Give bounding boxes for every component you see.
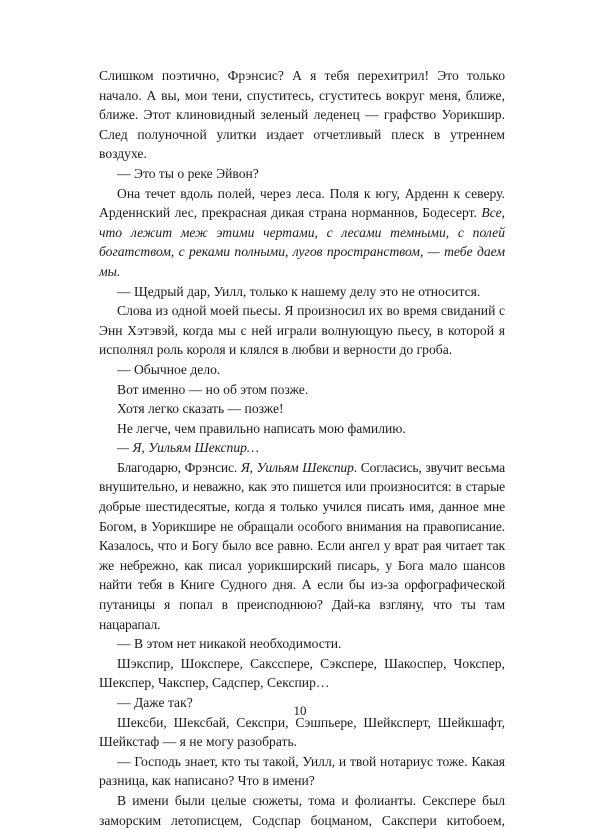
page-number: 10 xyxy=(293,703,307,718)
paragraph: Хотя легко сказать — позже! xyxy=(117,401,284,417)
paragraph: — Щедрый дар, Уилл, только к нашему делу это не относится. xyxy=(117,283,481,299)
paragraph: Она течет вдоль полей, через леса. Поля к югу, Арденн к северу. Арденнский лес, прекрасная дикая страна норманнов, Бодесерт. Все, что лежит меж этими чертами, с лесами темными, с полей богатством, с реками полными, лугов пространством, — тебе даем мы. xyxy=(99,185,505,279)
italic-name: Я, Уильям Шекспир xyxy=(240,459,354,475)
italic-quote: — Я, Уильям Шекспир… xyxy=(117,440,260,456)
paragraph: — Обычное дело. xyxy=(117,361,221,377)
paragraph: — В этом нет никакой необходимости. xyxy=(117,636,342,652)
italic-quote: Все, что лежит меж этими чертами, с лесами темными, с полей богатством, с реками полными, лугов пространством, — тебе даем мы. xyxy=(99,205,505,279)
paragraph: Слова из одной моей пьесы. Я произносил их во время свиданий с Энн Хэтэвэй, когда мы с ней играли волнующую пьесу, в которой я исполнял роль короля и клялся в любви и верности до гроба. xyxy=(99,303,505,358)
paragraph: — Даже так? xyxy=(117,695,193,710)
paragraph xyxy=(99,438,505,458)
paragraph: — Господь знает, кто ты такой, Уилл, и твой нотариус тоже. Какая разница, как написано? Что в имени? xyxy=(99,753,505,789)
paragraph: Шексби, Шексбай, Секспри, Сэшпьере, Шейксперт, Шейкшафт, Шейкстаф — я не могу разобрать. xyxy=(99,714,505,750)
paragraph: В имени были целые сюжеты, тома и фолианты. Секспере был заморским летописцем, Содспар боцманом, Сакспери китобоем, xyxy=(99,792,505,828)
paragraph: Вот именно — но об этом позже. xyxy=(117,381,309,397)
paragraph: Слишком поэтично, Фрэнсис? А я тебя перехитрил! Это только начало. А вы, мои тени, спуститесь, сгуститесь вокруг меня, ближе, ближе. Этот клиновидный зеленый леденец — графство Уорикшир. След полуночной улитки издает отчетливый плеск в утреннем воздухе. xyxy=(99,68,505,162)
paragraph: Шэкспир, Шокспере, Саксспере, Сэкспере, Шакоспер, Чокспер, Шекспер, Чакспер, Садспер, Секспир… xyxy=(99,655,505,691)
paragraph: — Это ты о реке Эйвон? xyxy=(117,165,259,181)
paragraph: Не легче, чем правильно написать мою фамилию. xyxy=(117,420,406,436)
paragraph: Благодарю, Фрэнсис. Я, Уильям Шекспир. Согласись, звучит весьма внушительно, и неважно, как это пишется или произносится: в старые добрые шестидесятые, когда я только учился писать имя, данное мне Богом, в Уорикшире не обращали особого внимания на правописание. Казалось, что и Богу было все равно. Если ангел у врат рая читает так же небрежно, как писал уорикширский писарь, у Бога мало шансов найти тебя в Книге Судного дня. А если бы из-за орфографической путаницы я попал в преисподнюю? Дай-ка взгляну, что ты там нацарапал. xyxy=(99,459,505,632)
